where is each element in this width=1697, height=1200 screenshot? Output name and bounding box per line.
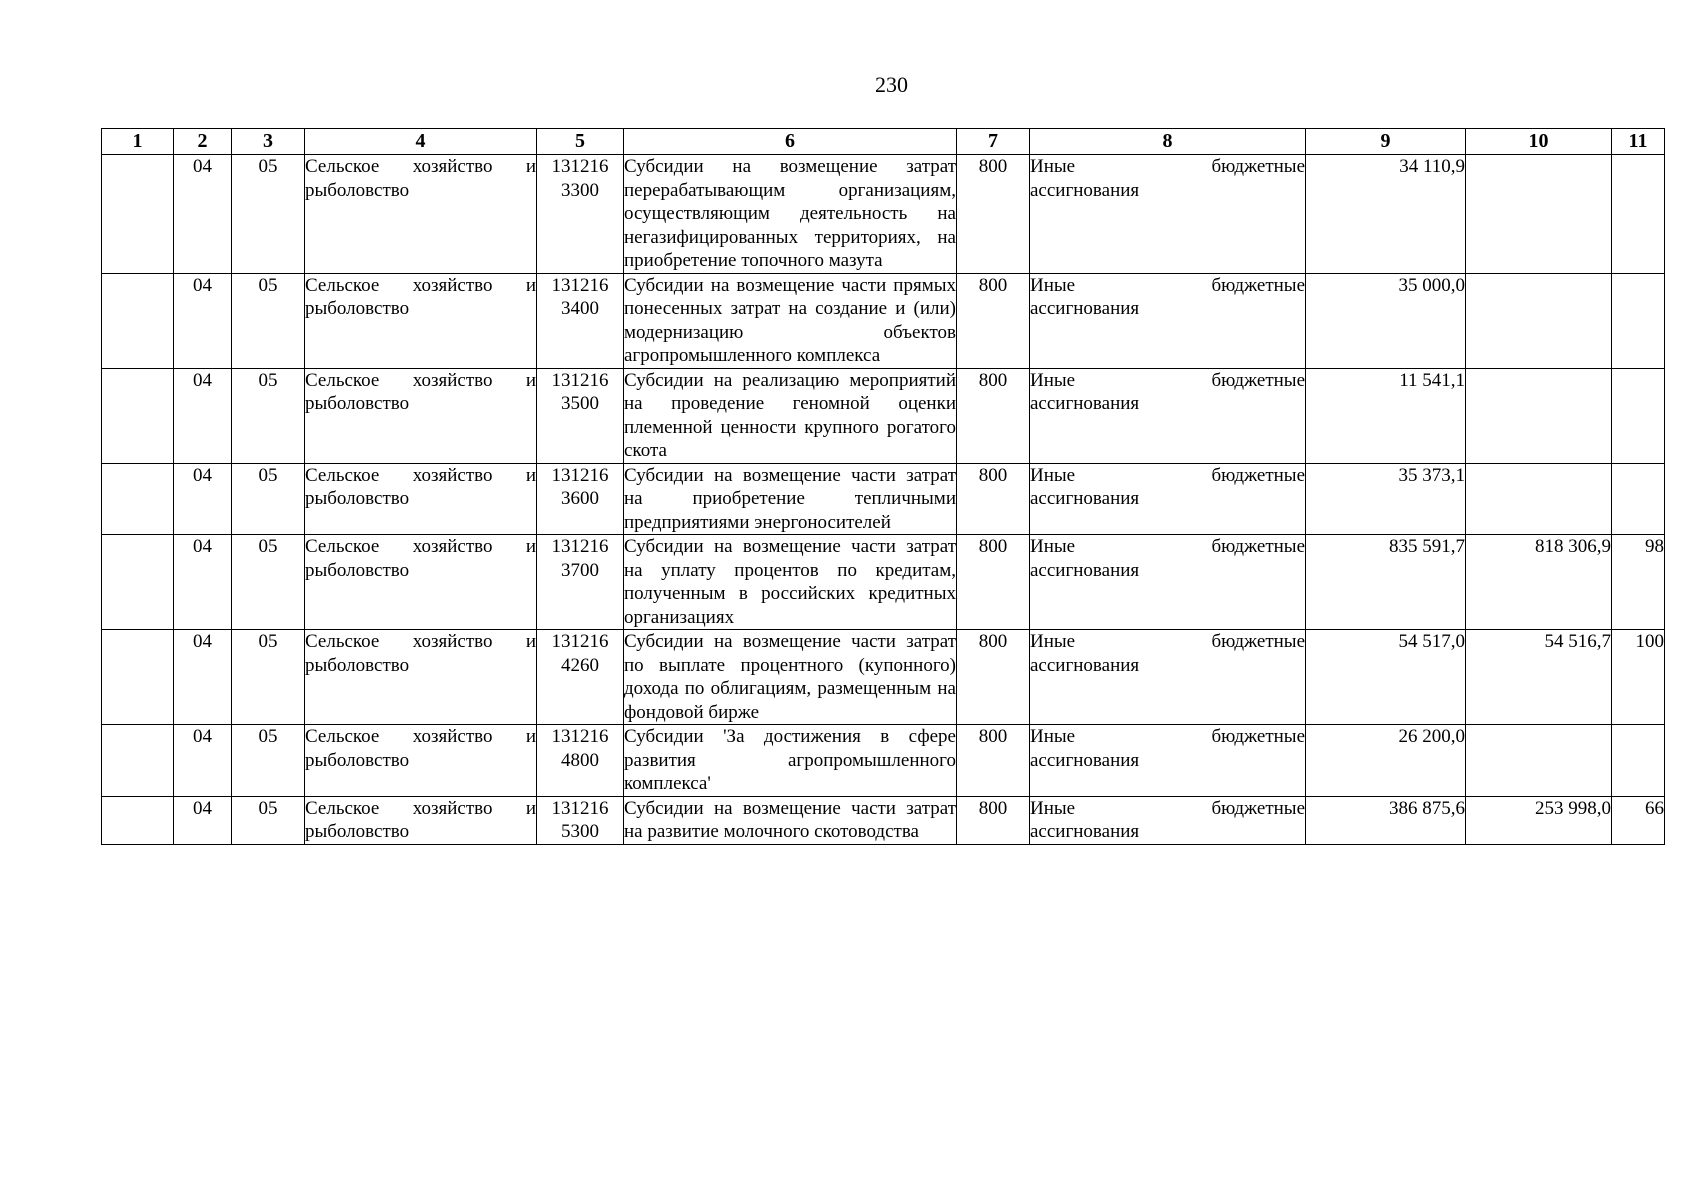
cell-section-name: Сельское хозяйство и рыболовство [305,368,537,463]
expense-name-word2: бюджетные [1211,369,1305,391]
cell-percent: 98 [1612,535,1665,630]
expense-name-word1: Иные [1030,274,1076,296]
cell-section: 04 [174,463,232,535]
cell-section: 04 [174,796,232,844]
target-article-line1: 131216 [551,464,609,486]
cell-col1 [102,725,174,797]
target-article-line2: 3600 [561,488,599,509]
header-row [102,129,1665,155]
expense-name-word2: бюджетные [1211,156,1305,177]
cell-section-name: Сельское хозяйство и рыболовство [305,535,537,630]
column-header: 3 [232,129,305,155]
target-article-line2: 5300 [561,821,599,842]
expense-name-word3: ассигнования [1030,488,1140,509]
cell-section: 04 [174,273,232,368]
cell-col1 [102,796,174,844]
expense-name-word1: Иные [1030,156,1076,177]
table-row [102,155,1665,274]
cell-section: 04 [174,630,232,725]
cell-description: Субсидии на возмещение части затрат на уплату процентов по кредитам, полученным в российских кредитных организациях [624,536,956,628]
expense-name-word3: ассигнования [1030,821,1140,842]
cell-target-article [537,155,624,274]
cell-col1 [102,368,174,463]
target-article-line1: 131216 [551,797,609,819]
cell-subsection: 05 [232,796,305,844]
table-row [102,368,1665,463]
cell-target-article [537,630,624,725]
cell-section: 04 [174,155,232,274]
expense-name-word2: бюджетные [1211,536,1305,557]
expense-name-word3: ассигнования [1030,179,1140,201]
cell-description: Субсидии на возмещение части затрат на приобретение тепличными предприятиями энергоносителей [624,464,956,533]
expense-name-word1: Иные [1030,631,1076,652]
target-article-line1: 131216 [551,369,609,391]
cell-expense-type: 800 [957,463,1030,535]
cell-actual-amount: 253 998,0 [1466,796,1612,844]
cell-plan-amount: 35 373,1 [1306,463,1466,535]
cell-section-name: Сельское хозяйство и рыболовство [305,630,537,725]
cell-expense-name [1030,535,1306,630]
expense-name-word2: бюджетные [1211,464,1305,486]
cell-subsection: 05 [232,155,305,274]
expense-name-word2: бюджетные [1211,631,1305,652]
cell-col1 [102,273,174,368]
cell-col1 [102,463,174,535]
column-header: 8 [1030,129,1306,155]
expense-name-word3: ассигнования [1030,559,1140,581]
cell-actual-amount [1466,463,1612,535]
cell-expense-type: 800 [957,796,1030,844]
cell-section-name: Сельское хозяйство и рыболовство [305,273,537,368]
cell-actual-amount: 818 306,9 [1466,535,1612,630]
cell-plan-amount: 35 000,0 [1306,273,1466,368]
expense-name-word1: Иные [1030,464,1076,486]
cell-plan-amount: 26 200,0 [1306,725,1466,797]
cell-actual-amount [1466,273,1612,368]
cell-subsection: 05 [232,535,305,630]
cell-section-name: Сельское хозяйство и рыболовство [305,155,537,274]
target-article-line1: 131216 [551,726,609,747]
target-article-line2: 3500 [561,393,599,414]
cell-plan-amount: 11 541,1 [1306,368,1466,463]
expense-name-word2: бюджетные [1211,274,1305,296]
cell-target-article [537,273,624,368]
cell-subsection: 05 [232,725,305,797]
page-number: 230 [875,72,908,97]
cell-col1 [102,155,174,274]
table-row [102,273,1665,368]
cell-percent: 100 [1612,630,1665,725]
cell-expense-type: 800 [957,535,1030,630]
cell-target-article [537,796,624,844]
cell-col1 [102,535,174,630]
table-row [102,796,1665,844]
target-article-line1: 131216 [551,536,609,557]
cell-percent [1612,725,1665,797]
cell-actual-amount [1466,368,1612,463]
cell-section-name: Сельское хозяйство и рыболовство [305,463,537,535]
cell-expense-type: 800 [957,155,1030,274]
expense-name-word3: ассигнования [1030,298,1140,319]
cell-expense-name [1030,725,1306,797]
column-header: 10 [1466,129,1612,155]
cell-section-name: Сельское хозяйство и рыболовство [305,797,536,842]
cell-percent [1612,155,1665,274]
cell-description: Субсидии 'За достижения в сфере развития агропромышленного комплекса' [624,726,956,794]
cell-expense-name [1030,630,1306,725]
expense-name-word1: Иные [1030,369,1076,391]
target-article-line2: 3300 [561,179,599,201]
table-row [102,463,1665,535]
cell-section: 04 [174,535,232,630]
cell-actual-amount [1466,725,1612,797]
cell-section: 04 [174,725,232,797]
cell-percent [1612,463,1665,535]
cell-expense-name [1030,368,1306,463]
budget-table [101,128,1665,845]
cell-subsection: 05 [232,630,305,725]
cell-section-name: Сельское хозяйство и рыболовство [305,725,537,797]
column-header: 7 [957,129,1030,155]
expense-name-word2: бюджетные [1211,797,1305,819]
column-header: 2 [174,129,232,155]
cell-description: Субсидии на возмещение части прямых понесенных затрат на создание и (или) модернизацию объектов агропромышленного комплекса [624,274,956,366]
table-row [102,725,1665,797]
cell-expense-type: 800 [957,273,1030,368]
column-header: 11 [1612,129,1665,155]
cell-target-article [537,463,624,535]
cell-actual-amount: 54 516,7 [1466,630,1612,725]
target-article-line1: 131216 [551,631,609,652]
table-row [102,630,1665,725]
cell-description: Субсидии на возмещение части затрат на развитие молочного скотоводства [624,797,956,842]
expense-name-word2: бюджетные [1211,726,1305,747]
cell-expense-name [1030,273,1306,368]
target-article-line2: 4260 [561,654,599,676]
cell-subsection: 05 [232,273,305,368]
cell-description: Субсидии на возмещение затрат перерабатывающим организациям, осуществляющим деятельность на негазифицированных территориях, на приобретение топочного мазута [624,156,956,271]
expense-name-word3: ассигнования [1030,393,1140,414]
table-row [102,535,1665,630]
expense-name-word3: ассигнования [1030,749,1140,771]
cell-percent: 66 [1612,796,1665,844]
target-article-line1: 131216 [551,274,609,296]
cell-description: Субсидии на реализацию мероприятий на проведение геномной оценки племенной ценности крупного рогатого скота [624,369,956,461]
cell-target-article [537,725,624,797]
target-article-line1: 131216 [551,156,609,177]
target-article-line2: 3700 [561,559,599,581]
cell-plan-amount: 34 110,9 [1306,155,1466,274]
column-header: 9 [1306,129,1466,155]
cell-expense-name [1030,155,1306,274]
cell-plan-amount: 54 517,0 [1306,630,1466,725]
cell-percent [1612,273,1665,368]
expense-name-word1: Иные [1030,536,1076,557]
expense-name-word1: Иные [1030,726,1076,747]
cell-expense-type: 800 [957,630,1030,725]
expense-name-word1: Иные [1030,797,1076,819]
cell-expense-name [1030,796,1306,844]
column-header: 1 [102,129,174,155]
target-article-line2: 4800 [561,749,599,771]
cell-expense-name [1030,463,1306,535]
cell-subsection: 05 [232,368,305,463]
cell-col1 [102,630,174,725]
cell-expense-type: 800 [957,725,1030,797]
target-article-line2: 3400 [561,298,599,319]
column-header: 6 [624,129,957,155]
expense-name-word3: ассигнования [1030,654,1140,676]
cell-plan-amount: 386 875,6 [1306,796,1466,844]
cell-target-article [537,535,624,630]
cell-target-article [537,368,624,463]
cell-plan-amount: 835 591,7 [1306,535,1466,630]
cell-percent [1612,368,1665,463]
cell-description: Субсидии на возмещение части затрат по выплате процентного (купонного) дохода по облигациям, размещенным на фондовой бирже [624,631,956,723]
column-header: 4 [305,129,537,155]
cell-subsection: 05 [232,463,305,535]
cell-actual-amount [1466,155,1612,274]
cell-section: 04 [174,368,232,463]
column-header: 5 [537,129,624,155]
cell-expense-type: 800 [957,368,1030,463]
